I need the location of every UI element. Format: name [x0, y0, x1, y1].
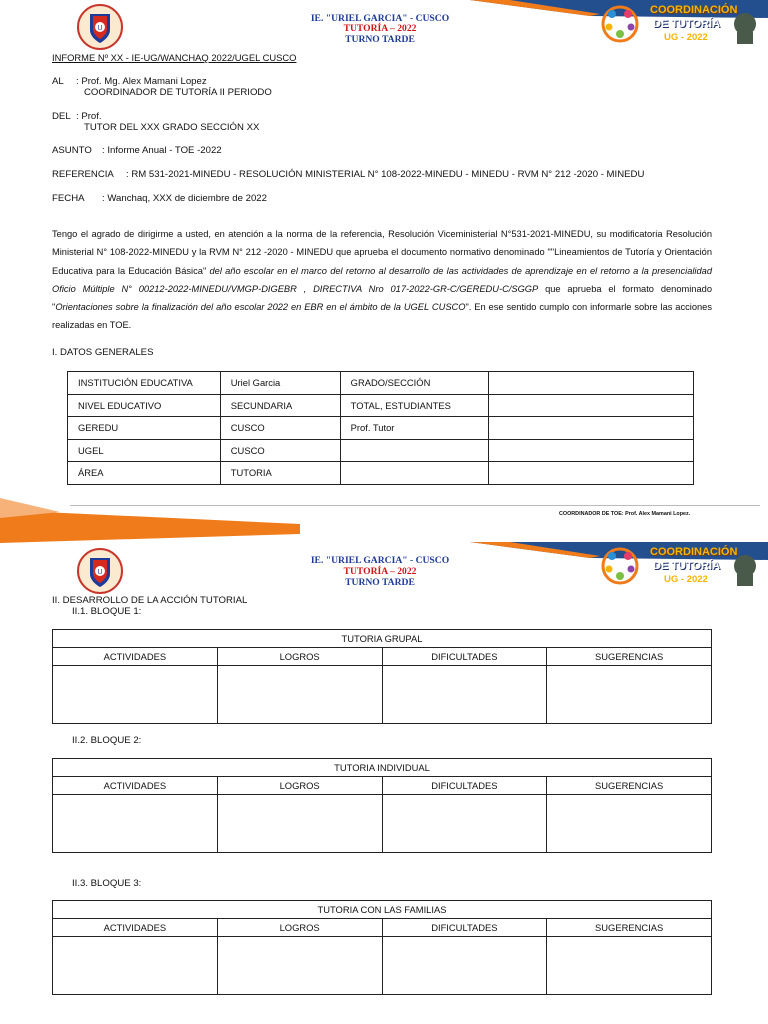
- bloque-1-label: II.1. BLOQUE 1:: [72, 606, 142, 617]
- bloque-2-label: II.2. BLOQUE 2:: [72, 735, 142, 746]
- datos-cell: [488, 394, 694, 417]
- body-p5: ". En ese sentido cumplo con informarle sobre las acciones realizadas en TOE.: [52, 302, 712, 331]
- footer-coordinator: COORDINADOR DE TOE: Prof. Alex Mamani Lopez.: [559, 511, 691, 517]
- table-row: [68, 394, 694, 417]
- header-area: TUTORÍA – 2022: [343, 23, 417, 34]
- datos-cell: TOTAL, ESTUDIANTES: [340, 394, 488, 417]
- badge-line2: DE TUTORÍA: [653, 18, 721, 30]
- datos-cell: NIVEL EDUCATIVO: [68, 394, 221, 417]
- page-2-header: [0, 540, 768, 592]
- input-cell[interactable]: [382, 795, 547, 853]
- datos-cell: [340, 439, 488, 462]
- column-header: SUGERENCIAS: [547, 777, 712, 795]
- input-cell[interactable]: [53, 666, 218, 724]
- bloque-3-table: [52, 900, 712, 995]
- coordination-badge: [600, 544, 760, 592]
- table-row: [53, 759, 712, 777]
- datos-cell: [488, 372, 694, 395]
- datos-cell: [340, 462, 488, 485]
- column-header: LOGROS: [217, 777, 382, 795]
- al-role: COORDINADOR DE TUTORÍA II PERIODO: [84, 87, 272, 98]
- datos-cell: [488, 439, 694, 462]
- header-school: IE. "URIEL GARCIA" - CUSCO: [310, 555, 450, 566]
- table-row: [53, 666, 712, 724]
- badge-line1: COORDINACIÓN: [650, 546, 738, 558]
- header-school: IE. "URIEL GARCIA" - CUSCO: [310, 13, 450, 24]
- badge-line1: COORDINACIÓN: [650, 4, 738, 16]
- bloque-1-title: TUTORIA GRUPAL: [53, 630, 712, 648]
- column-header: ACTIVIDADES: [53, 919, 218, 937]
- datos-cell: Prof. Tutor: [340, 417, 488, 440]
- body-paragraph: [52, 225, 712, 335]
- badge-line3: UG - 2022: [664, 32, 708, 43]
- input-cell[interactable]: [547, 666, 712, 724]
- fecha-label: FECHA: [52, 193, 85, 204]
- del-name: : Prof.: [76, 111, 102, 122]
- footer-orange-wedge: [0, 488, 300, 543]
- table-row: [53, 795, 712, 853]
- body-p4: Orientaciones sobre la finalización del año escolar 2022 en EBR en el ámbito de la UGEL CUSCO: [55, 302, 466, 313]
- body-p3: que aprueba el formato denominado ": [52, 283, 712, 313]
- desarrollo-heading: II. DESARROLLO DE LA ACCIÓN TUTORIAL: [52, 595, 248, 606]
- body-p2: del año escolar en el marco del retorno al desarrollo de las actividades de aprendizaje en el retorno a la presencialidad Oficio Múltiple N° 00212-2022-MINEDU/VMGP-DIGEBR , DIRECTIVA Nro 017-2022-GR-C/GEREDU-C/SGGP: [52, 265, 713, 294]
- datos-cell: [488, 417, 694, 440]
- column-header: SUGERENCIAS: [547, 919, 712, 937]
- table-row: [53, 630, 712, 648]
- table-row: [53, 919, 712, 937]
- datos-cell: CUSCO: [220, 417, 340, 440]
- datos-cell: UGEL: [68, 439, 221, 462]
- school-crest-icon: [76, 548, 124, 594]
- asunto-label: ASUNTO: [52, 145, 92, 156]
- datos-cell: TUTORIA: [220, 462, 340, 485]
- datos-table-body: [68, 372, 694, 485]
- asunto-value: : Informe Anual - TOE -2022: [102, 145, 222, 156]
- referencia-label: REFERENCIA: [52, 169, 114, 180]
- page-1-header: [0, 0, 768, 48]
- datos-heading: I. DATOS GENERALES: [52, 347, 154, 358]
- table-row: [68, 439, 694, 462]
- column-header: SUGERENCIAS: [547, 648, 712, 666]
- table-row: [68, 372, 694, 395]
- datos-cell: [488, 462, 694, 485]
- datos-table: [67, 371, 694, 485]
- datos-cell: SECUNDARIA: [220, 394, 340, 417]
- table-row: [53, 648, 712, 666]
- input-cell[interactable]: [217, 795, 382, 853]
- referencia-value: : RM 531-2021-MINEDU - RESOLUCIÓN MINISTERIAL N° 108-2022-MINEDU - MINEDU - RVM N° 212 -2020 - MINEDU: [126, 169, 645, 180]
- datos-cell: GEREDU: [68, 417, 221, 440]
- del-role: TUTOR DEL XXX GRADO SECCIÓN XX: [84, 122, 260, 133]
- table-row: [68, 462, 694, 485]
- input-cell[interactable]: [53, 937, 218, 995]
- body-p1: Tengo el agrado de dirigirme a usted, en atención a la norma de la referencia, Resolución Viceministerial N°531-2021-MINEDU, su modificatoria Resolución Ministerial N° 108-2022-MINEDU y la RVM N° 212 -2020 - MINEDU que aprueba el documento normativo denominado ""Lineamientos de Tutoría y Orientación Educativa para la Educación Básica": [52, 229, 712, 276]
- column-header: DIFICULTADES: [382, 648, 547, 666]
- input-cell[interactable]: [53, 795, 218, 853]
- bloque-2-table: [52, 758, 712, 853]
- svg-text:U: U: [97, 25, 103, 32]
- al-name: : Prof. Mg. Alex Mamani Lopez: [76, 76, 207, 87]
- informe-title: INFORME Nº XX - IE-UG/WANCHAQ 2022/UGEL CUSCO: [52, 52, 297, 63]
- header-shift: TURNO TARDE: [345, 577, 415, 588]
- table-row: [53, 901, 712, 919]
- del-label: DEL: [52, 111, 71, 122]
- bloque-3-title: TUTORIA CON LAS FAMILIAS: [53, 901, 712, 919]
- column-header: ACTIVIDADES: [53, 648, 218, 666]
- badge-line2: DE TUTORÍA: [653, 560, 721, 572]
- bloque-3-label: II.3. BLOQUE 3:: [72, 878, 142, 889]
- input-cell[interactable]: [382, 937, 547, 995]
- badge-line3: UG - 2022: [664, 574, 708, 585]
- bloque-1-table: [52, 629, 712, 724]
- al-label: AL: [52, 76, 64, 87]
- input-cell[interactable]: [547, 937, 712, 995]
- coordination-badge: [600, 2, 760, 50]
- input-cell[interactable]: [217, 666, 382, 724]
- svg-text:U: U: [97, 569, 103, 576]
- input-cell[interactable]: [217, 937, 382, 995]
- column-header: ACTIVIDADES: [53, 777, 218, 795]
- column-header: LOGROS: [217, 648, 382, 666]
- fecha-value: : Wanchaq, XXX de diciembre de 2022: [102, 193, 267, 204]
- school-crest-icon: [76, 4, 124, 50]
- datos-cell: CUSCO: [220, 439, 340, 462]
- bloque-2-title: TUTORIA INDIVIDUAL: [53, 759, 712, 777]
- table-row: [68, 417, 694, 440]
- input-cell[interactable]: [382, 666, 547, 724]
- datos-cell: Uriel Garcia: [220, 372, 340, 395]
- column-header: LOGROS: [217, 919, 382, 937]
- datos-cell: GRADO/SECCIÓN: [340, 372, 488, 395]
- header-shift: TURNO TARDE: [345, 34, 415, 45]
- datos-cell: INSTITUCIÓN EDUCATIVA: [68, 372, 221, 395]
- column-header: DIFICULTADES: [382, 777, 547, 795]
- column-header: DIFICULTADES: [382, 919, 547, 937]
- footer-divider: [70, 505, 760, 506]
- table-row: [53, 777, 712, 795]
- header-area: TUTORÍA – 2022: [343, 566, 417, 577]
- table-row: [53, 937, 712, 995]
- input-cell[interactable]: [547, 795, 712, 853]
- datos-cell: ÁREA: [68, 462, 221, 485]
